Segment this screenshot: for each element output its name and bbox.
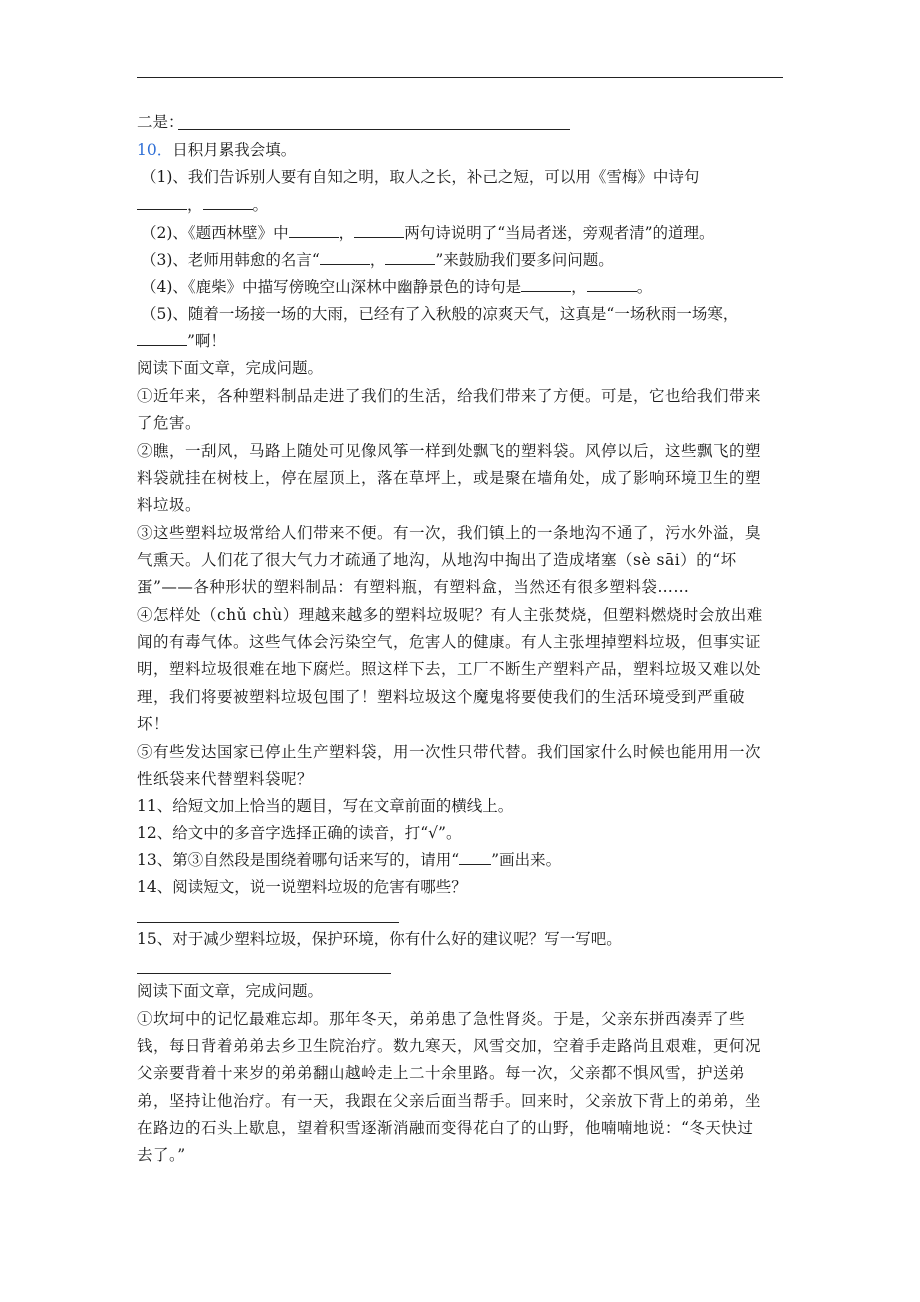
answer-blank[interactable] — [203, 194, 253, 210]
answer-blank[interactable] — [137, 194, 187, 210]
reading1-intro: 阅读下面文章，完成问题。 — [137, 359, 324, 377]
q10-item-5-blank: ”啊！ — [137, 330, 226, 352]
q10-item-3: （3)、老师用韩愈的名言“ ， ”来鼓励我们要多问问题。 — [141, 251, 614, 269]
passage-line: 气熏天。人们花了很大气力才疏通了地沟，从地沟中掏出了造成堵塞（sè sāi）的“坏 — [137, 551, 737, 569]
passage-line: 闻的有毒气体。这些气体会污染空气，危害人的健康。有人主张埋掉塑料垃圾，但事实证 — [137, 633, 762, 651]
q10-heading — [137, 139, 296, 161]
question-11: 11、给短文加上恰当的题目，写在文章前面的横线上。 — [137, 797, 514, 815]
answer-blank[interactable] — [354, 222, 404, 238]
passage-line: 坏！ — [137, 715, 170, 733]
q10-item-1: （1)、我们告诉别人要有自知之明，取人之长，补己之短，可以用《雪梅》中诗句 — [141, 168, 700, 186]
passage-line: 去了。” — [137, 1146, 186, 1164]
q10-item-2: （2)、《题西林壁》中 ， 两句诗说明了“当局者迷，旁观者清”的道理。 — [141, 224, 715, 242]
answer-blank[interactable] — [521, 276, 571, 292]
q10-item-5: （5)、随着一场接一场的大雨，已经有了入秋般的凉爽天气，这真是“一场秋雨一场寒， — [141, 305, 739, 323]
q10-item-1-blanks: ， 。 — [137, 194, 268, 216]
q15-answer-blank[interactable] — [137, 973, 391, 974]
answer-blank[interactable] — [320, 249, 370, 265]
passage-line: 弟，坚持让他治疗。有一天，我跟在父亲后面当帮手。回来时，父亲放下背上的弟弟，坐 — [137, 1092, 762, 1110]
passage-line: ①近年来，各种塑料制品走进了我们的生活，给我们带来了方便。可是，它也给我们带来 — [137, 387, 762, 405]
passage-line: 料垃圾。 — [137, 496, 202, 514]
answer-blank[interactable] — [385, 249, 435, 265]
question-14: 14、阅读短文，说一说塑料垃圾的危害有哪些？ — [137, 878, 467, 896]
passage-line: 理，我们将要被塑料垃圾包围了！塑料垃圾这个魔鬼将要使我们的生活环境受到严重破 — [137, 688, 746, 706]
passage-line: ④怎样处（chǔ chù）理越来越多的塑料垃圾呢？有人主张焚烧，但塑料燃烧时会放出难 — [137, 606, 763, 624]
passage-line: 在路边的石头上歇息，望着积雪逐渐消融而变得花白了的山野，他喃喃地说：“冬天快过 — [137, 1119, 754, 1137]
underline-sample — [459, 849, 491, 865]
passage-line: ①坎坷中的记忆最难忘却。那年冬天，弟弟患了急性肾炎。于是，父亲东拼西凑弄了些 — [137, 1010, 746, 1028]
answer-blank[interactable] — [137, 330, 187, 346]
passage-line: ⑤有些发达国家已停止生产塑料袋，用一次性只带代替。我们国家什么时候也能用用一次 — [137, 743, 762, 761]
passage-line: 蛋”——各种形状的塑料制品：有塑料瓶，有塑料盒，当然还有很多塑料袋…… — [137, 578, 690, 596]
passage-line: 明，塑料垃圾很难在地下腐烂。照这样下去，工厂不断生产塑料产品，塑料垃圾又难以处 — [137, 660, 762, 678]
q9-answer-line-2: 二是： — [137, 113, 184, 131]
answer-blank[interactable] — [289, 222, 339, 238]
passage-line: 性纸袋来代替塑料袋呢？ — [137, 770, 314, 788]
passage-line: 了危害。 — [137, 414, 202, 432]
q10-item-4: （4)、《鹿柴》中描写傍晚空山深林中幽静景色的诗句是 ， 。 — [141, 278, 653, 296]
q9-answer-blank[interactable] — [178, 129, 570, 130]
header-rule — [137, 77, 783, 78]
q10-number: 10． — [137, 141, 173, 159]
passage-line: 父亲要背着十来岁的弟弟翻山越岭走上二十余里路。每一次，父亲都不惧风雪，护送弟 — [137, 1064, 746, 1082]
q14-answer-blank[interactable] — [137, 922, 399, 923]
reading2-intro: 阅读下面文章，完成问题。 — [137, 982, 324, 1000]
q10-title: 日积月累我会填。 — [172, 141, 297, 159]
question-12: 12、给文中的多音字选择正确的读音，打“√”。 — [137, 824, 462, 842]
answer-blank[interactable] — [587, 276, 637, 292]
question-13: 13、第③自然段是围绕着哪句话来写的，请用“ ”画出来。 — [137, 851, 562, 869]
question-15: 15、对于减少塑料垃圾，保护环境，你有什么好的建议呢？写一写吧。 — [137, 930, 622, 948]
passage-line: 料袋就挂在树枝上，停在屋顶上，落在草坪上，或是聚在墙角处，成了影响环境卫生的塑 — [137, 469, 762, 487]
passage-line: ③这些塑料垃圾常给人们带来不便。有一次，我们镇上的一条地沟不通了，污水外溢，臭 — [137, 524, 762, 542]
passage-line: ②瞧，一刮风，马路上随处可见像风筝一样到处飘飞的塑料袋。风停以后，这些飘飞的塑 — [137, 442, 762, 460]
passage-line: 钱，每日背着弟弟去乡卫生院治疗。数九寒天，风雪交加，空着手走路尚且艰难，更何况 — [137, 1037, 762, 1055]
